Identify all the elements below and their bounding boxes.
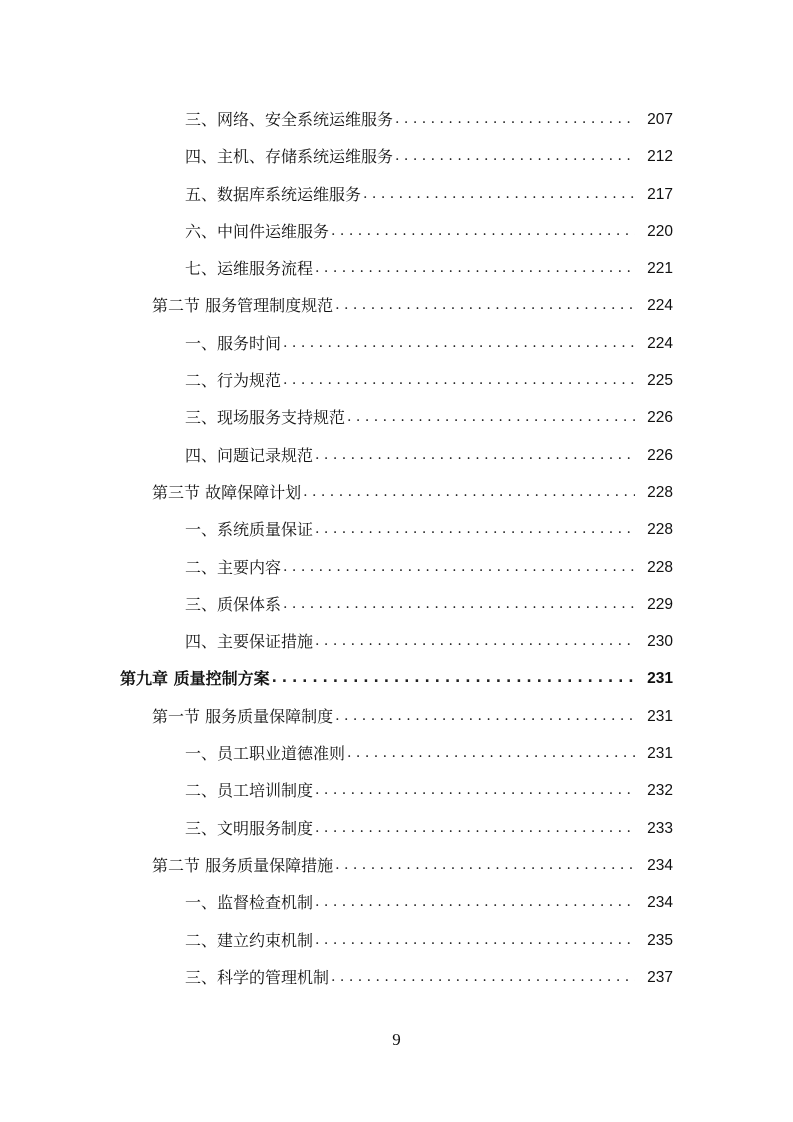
- toc-entry-page: 207: [647, 111, 673, 128]
- toc-entry-page: 226: [647, 446, 673, 464]
- toc-entry[interactable]: [0, 772, 793, 809]
- toc-entry[interactable]: [0, 511, 793, 548]
- toc-entry-title: 第二节 服务质量保障措施: [152, 855, 334, 875]
- toc-leader-dots: [347, 399, 635, 436]
- toc-entry[interactable]: [0, 138, 793, 175]
- toc-entry-title: 三、科学的管理机制: [185, 967, 330, 987]
- toc-leader-dots: [315, 623, 635, 660]
- toc-leader-dots: [395, 101, 635, 138]
- toc-entry[interactable]: [0, 586, 793, 623]
- toc-leader-dots: [331, 959, 635, 996]
- toc-entry-title: 一、监督检查机制: [185, 893, 314, 913]
- toc-entry[interactable]: [0, 250, 793, 287]
- toc-section-entry[interactable]: [0, 474, 793, 511]
- toc-entry-page: 226: [647, 409, 673, 427]
- toc-entry-title: 七、运维服务流程: [185, 259, 314, 279]
- toc-entry-page: 225: [647, 372, 673, 390]
- toc-section-entry[interactable]: [0, 698, 793, 735]
- toc-entry[interactable]: [0, 399, 793, 436]
- toc-entry[interactable]: [0, 959, 793, 996]
- toc-entry-title: 六、中间件运维服务: [185, 221, 330, 241]
- toc-entry[interactable]: [0, 362, 793, 399]
- page-number: 9: [392, 1030, 401, 1049]
- toc-entry[interactable]: [0, 325, 793, 362]
- toc-entry-page: 235: [647, 931, 673, 949]
- toc-leader-dots: [283, 549, 635, 586]
- toc-entry-page: 231: [647, 745, 673, 763]
- toc-entry-title: 第三节 故障保障计划: [152, 482, 302, 502]
- toc-entry-page: 232: [647, 782, 673, 800]
- toc-entry-page: 228: [647, 558, 673, 576]
- toc-entry-page: 217: [647, 185, 673, 203]
- toc-leader-dots: [272, 660, 635, 697]
- toc-section-entry[interactable]: [0, 287, 793, 324]
- toc-entry[interactable]: [0, 623, 793, 660]
- toc-entry-page: 234: [647, 894, 673, 912]
- toc-leader-dots: [283, 586, 635, 623]
- toc-entry-page: 229: [647, 595, 673, 613]
- toc-entry-page: 231: [647, 670, 673, 688]
- toc-leader-dots: [347, 735, 635, 772]
- toc-entry-title: 二、建立约束机制: [185, 930, 314, 950]
- toc-leader-dots: [315, 884, 635, 921]
- toc-entry-page: 228: [647, 521, 673, 539]
- toc-section-entry[interactable]: [0, 847, 793, 884]
- toc-entry-page: 231: [647, 707, 673, 725]
- toc-entry[interactable]: [0, 735, 793, 772]
- toc-leader-dots: [335, 847, 635, 884]
- toc-leader-dots: [335, 698, 635, 735]
- toc-entry-page: 233: [647, 819, 673, 837]
- toc-entry-title: 第二节 服务管理制度规范: [152, 296, 334, 316]
- toc-entry-title: 四、问题记录规范: [185, 445, 314, 465]
- toc-entry-title: 第九章 质量控制方案: [120, 669, 270, 689]
- toc-entry-title: 一、服务时间: [185, 333, 282, 353]
- toc-leader-dots: [315, 922, 635, 959]
- toc-leader-dots: [363, 176, 635, 213]
- toc-entry-title: 三、网络、安全系统运维服务: [185, 110, 394, 129]
- toc-entry-page: 224: [647, 334, 673, 352]
- toc-entry-title: 四、主要保证措施: [185, 632, 314, 652]
- toc-entry[interactable]: [0, 810, 793, 847]
- toc-entry-title: 四、主机、存储系统运维服务: [185, 147, 394, 167]
- toc-entry[interactable]: [0, 101, 793, 138]
- toc-leader-dots: [335, 287, 635, 324]
- toc-entry-page: 237: [647, 968, 673, 986]
- toc-leader-dots: [315, 437, 635, 474]
- toc-entry-title: 三、质保体系: [185, 594, 282, 614]
- toc-leader-dots: [395, 138, 635, 175]
- toc-entry-title: 二、主要内容: [185, 557, 282, 577]
- toc-leader-dots: [331, 213, 635, 250]
- toc-leader-dots: [283, 362, 635, 399]
- toc-entry-title: 二、员工培训制度: [185, 781, 314, 801]
- toc-entry-title: 三、现场服务支持规范: [185, 408, 346, 428]
- toc-entry[interactable]: [0, 176, 793, 213]
- toc-entry-title: 一、员工职业道德准则: [185, 744, 346, 764]
- toc-entry-page: 228: [647, 483, 673, 501]
- toc-entry[interactable]: [0, 437, 793, 474]
- toc-leader-dots: [315, 772, 635, 809]
- toc-entry-title: 三、文明服务制度: [185, 818, 314, 838]
- toc-entry-page: 224: [647, 297, 673, 315]
- toc-leader-dots: [315, 810, 635, 847]
- toc-entry-title: 一、系统质量保证: [185, 520, 314, 540]
- toc-entry[interactable]: [0, 922, 793, 959]
- toc-entry[interactable]: [0, 549, 793, 586]
- toc-entry-page: 230: [647, 633, 673, 651]
- toc-entry-title: 二、行为规范: [185, 371, 282, 391]
- toc-leader-dots: [315, 250, 635, 287]
- toc-entry-page: 212: [647, 148, 673, 166]
- table-of-contents: [0, 101, 793, 996]
- toc-leader-dots: [303, 474, 635, 511]
- toc-chapter-entry[interactable]: [0, 660, 793, 697]
- toc-entry-page: 234: [647, 856, 673, 874]
- toc-leader-dots: [283, 325, 635, 362]
- toc-entry[interactable]: [0, 884, 793, 921]
- toc-entry-page: 221: [647, 260, 673, 278]
- toc-entry[interactable]: [0, 213, 793, 250]
- toc-entry-title: 第一节 服务质量保障制度: [152, 706, 334, 726]
- toc-leader-dots: [315, 511, 635, 548]
- toc-entry-title: 五、数据库系统运维服务: [185, 184, 362, 204]
- toc-entry-page: 220: [647, 222, 673, 240]
